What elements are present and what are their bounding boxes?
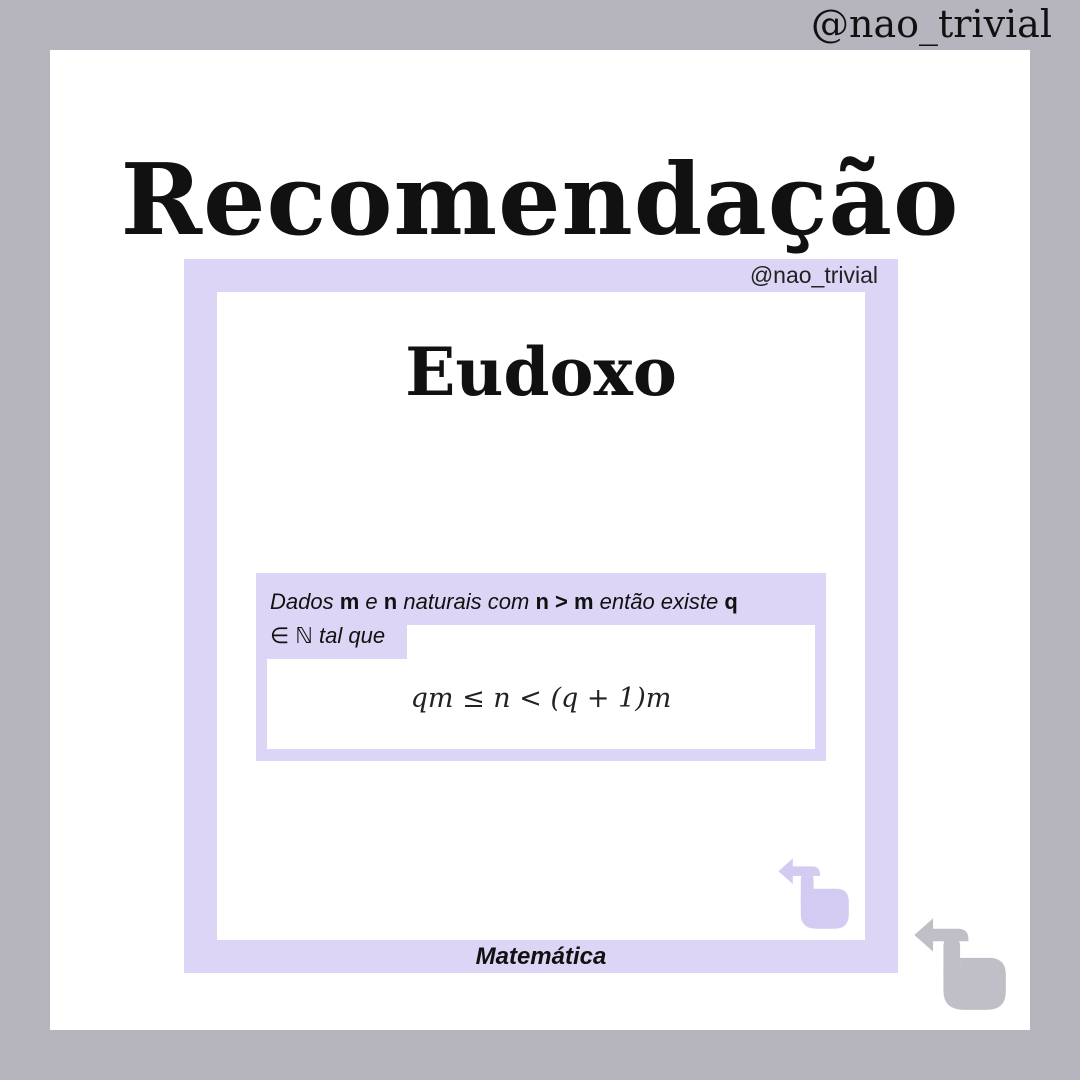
swipe-left-hand-icon [772, 852, 852, 932]
post-card [50, 50, 1030, 1030]
theorem-box [256, 573, 826, 761]
slide-footer: Matemática [475, 943, 607, 970]
theorem-condition: n > m [535, 589, 594, 614]
theorem-membership: ∈ ℕ [270, 623, 313, 648]
equation: qm ≤ n < (q + 1)m [410, 683, 672, 714]
slide-title: Eudoxo [405, 333, 677, 411]
theorem-word: e [365, 589, 378, 614]
outer-handle: @nao_trivial [810, 2, 1052, 46]
theorem-statement [270, 585, 815, 653]
main-title: Recomendação [120, 143, 960, 258]
slide-handle: @nao_trivial [749, 262, 878, 288]
theorem-word: naturais com [403, 589, 530, 614]
theorem-word: Dados [270, 589, 334, 614]
slide-content [217, 292, 865, 940]
theorem-var-m: m [339, 589, 360, 614]
swipe-left-hand-icon[interactable] [906, 910, 1010, 1014]
theorem-word: tal que [319, 623, 386, 648]
theorem-word: então existe [599, 589, 719, 614]
theorem-var-n: n [383, 589, 398, 614]
slide-preview [184, 259, 898, 973]
theorem-var-q: q [724, 589, 738, 614]
